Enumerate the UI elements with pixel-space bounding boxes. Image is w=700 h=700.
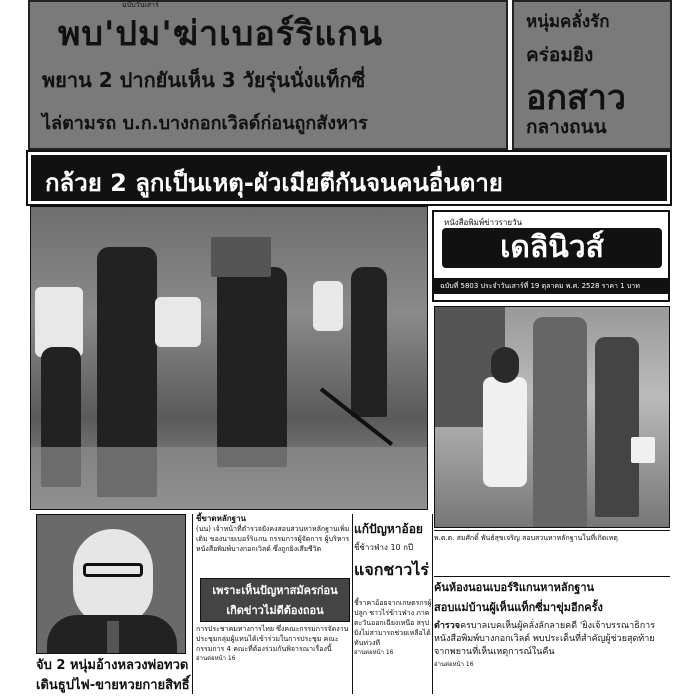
story-kicker: ชี้ขาดหลักฐาน [196, 514, 246, 523]
headline-block [28, 0, 508, 150]
column-headline-line: ชี้ช้าวฟ่าง 10 กปี [354, 543, 414, 552]
story-lead: ตำรวจ [434, 621, 461, 631]
sub-headline-2: ไล่ตามรถ บ.ก.บางกอกเวิลด์ก่อนถูกสังหาร [42, 113, 368, 134]
masthead-title: เดลินิวส์ [442, 228, 662, 268]
column-headline-line: แก้ปัญหาอ้อย [354, 522, 423, 536]
story-subheadline: สอบแม่บ้านผู้เห็นแท็กซี่มาขุ่มอีกครั้ง [434, 601, 603, 614]
side-headline-line: หนุ่มคลั่งรัก [526, 12, 610, 32]
photo-figure [313, 281, 343, 331]
right-photo [434, 306, 670, 528]
story-headline: ค้นห้องนอนเบอร์ริแกนหาหลักฐาน [434, 581, 595, 594]
story-body: ชี้ราคาอ้อยจากเกษตรกรผู้ปลูก ชาวไร่ข้าวฟ่าง ภาคตะวันออกเฉียงเหนือ สรุปยังไม่สามารถช่วยเหลือได้ทันท่วงที [354, 599, 432, 647]
side-headline-line: คร่อมยิง [526, 44, 594, 66]
boxed-headline-line: เพราะเห็นปัญหาสมัครก่อน [212, 584, 338, 597]
side-headline-line: อกสาว [526, 78, 626, 118]
photo-hut [211, 237, 271, 277]
portrait-caption-line: เดินธูปไฟ-ขายหวยกายสิทธิ์ [36, 678, 190, 693]
column-rule [192, 514, 193, 694]
photo-ground [31, 447, 428, 510]
main-photo [30, 206, 428, 510]
column-headline [354, 520, 432, 600]
photo-figure [351, 267, 387, 417]
column-rule [352, 514, 353, 694]
portrait-face [73, 529, 153, 625]
photo-figure [595, 337, 639, 517]
continued-note: อ่านต่อหน้า 16 [434, 661, 474, 668]
photo-figure [483, 377, 527, 487]
story-committee [196, 624, 352, 684]
boxed-headline-line: เกิดข่าวไม่ดีต้องถอน [226, 604, 324, 617]
story-evidence [196, 514, 352, 574]
photo-paper [631, 437, 655, 463]
story-investigation [434, 578, 670, 678]
side-headline-block [512, 0, 672, 150]
photo-figure-head [491, 347, 519, 383]
column-story [354, 598, 432, 688]
sub-headline: พยาน 2 ปากยันเห็น 3 วัยรุ่นนั่งแท็กซี่ [42, 68, 366, 92]
photo-figure [155, 297, 201, 347]
right-photo-caption: พ.ต.ต. สมศักดิ์ พันธ์สุขเจริญ สอบสวนหาหลักฐานในที่เกิดเหตุ [434, 530, 670, 554]
column-rule [432, 514, 433, 694]
masthead [432, 210, 670, 302]
story-text: ครบาลเบคเห็นผู้คลั่งลักลายคดี 'ยิงเจ้าบรรณาธิการหนังสือพิมพ์บางกอกเวิลด์ พบประเด็นที่สำคัญผู้ช่วยสุดท้ายจากพยานที่เห็นเหตุการณ์ในคืน [434, 621, 656, 657]
story-body [434, 620, 670, 659]
portrait-tie [107, 621, 119, 654]
banner-headline [28, 152, 670, 204]
continued-note: อ่านต่อหน้า 16 [196, 655, 236, 662]
column-headline-line: แจกชาวไร่ [354, 560, 429, 579]
boxed-headline [200, 578, 350, 622]
photo-figure [217, 267, 287, 467]
story-body: การประชาคมทางการไทย ซึ่งคณะกรรมการจัดงานประชุมกลุ่มผู้แทนได้เข้าร่วมในการประชุม คณะกรรมการ 4 คณะที่ต้องร่วมกันพิจารณาเรื่องนี้ [196, 625, 349, 653]
portrait-caption [36, 656, 196, 700]
masthead-dateline: ฉบับที่ 5803 ประจำวันเสาร์ที่ 19 ตุลาคม พ.ศ. 2528 ราคา 1 บาท [434, 278, 668, 294]
story-body: (นน) เจ้าหน้าที่ตำรวจยังคงสอบสวนหาหลักฐานเพิ่มเติม ของนายเบอร์ริแกน กรรมการผู้จัดการ ผู้บริหารหนังสือพิมพ์บางกอกเวิลด์ ซึ่งถูกยิงเสียชีวิต [196, 525, 350, 553]
side-headline-line: กลางถนน [526, 116, 607, 138]
portrait-caption-line: จับ 2 หนุ่มอ้างหลวงพ่อทวด [36, 658, 189, 673]
section-rule [434, 576, 670, 577]
edition-note: ฉบับวันเสาร์ [122, 1, 159, 9]
banner-text: กล้วย 2 ลูกเป็นเหตุ-ผัวเมียตีกันจนคนอื่นตาย [45, 169, 503, 197]
masthead-tagline: หนังสือพิมพ์ข่าวรายวัน [444, 218, 523, 227]
main-headline: พบ'ปม'ฆ่าเบอร์ริแกน [58, 14, 384, 54]
photo-figure [533, 317, 587, 527]
portrait-photo [36, 514, 186, 654]
continued-note: อ่านต่อหน้า 16 [354, 649, 394, 656]
glasses-icon [83, 563, 143, 577]
